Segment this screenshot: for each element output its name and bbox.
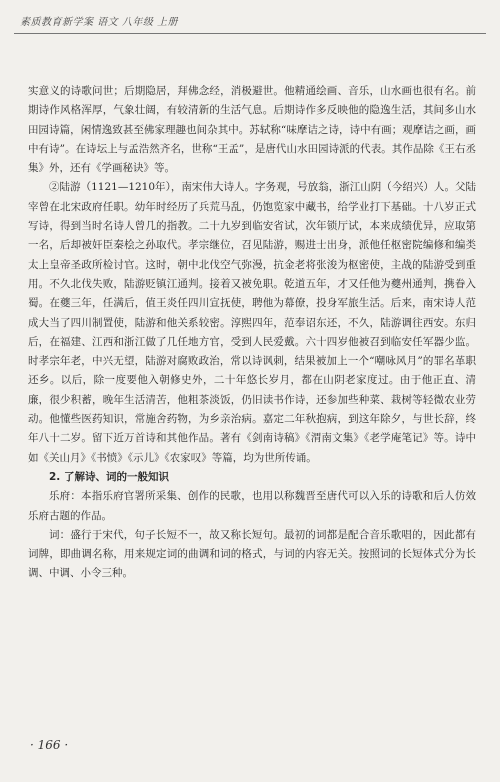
yuefu-definition-paragraph: 乐府：本指乐府官署所采集、创作的民歌，也用以称魏晋至唐代可以入乐的诗歌和后人仿效乐府古题的作品。	[28, 490, 476, 522]
section-heading: 2. 了解诗、词的一般知识	[49, 470, 169, 483]
page-number: · 166 ·	[30, 738, 69, 752]
lu-you-bio-paragraph: ②陆游（1121—1210年），南宋伟大诗人。字务观，号放翁，浙江山阴（今绍兴）人。父陆宰曾在北宋政府任职。幼年时经历了兵荒马乱，仍饱览家中藏书，给学业打下基础。十八岁正式写诗，得到当时名诗人曾几的指教。二十九岁到临安省试，次年锁厅试，本来成绩优异，应取第一名，后却被奸臣秦桧之孙取代。孝宗继位，召见陆游，赐进士出身，派他任枢密院编修和编类太上皇帝圣政所检讨官。这时，朝中北伐空气弥漫，抗金老将张浚为枢密使，主战的陆游受到重用。不久北伐失败，陆游贬镇江通判。接着又被免职。乾道五年，才又任他为夔州通判，携眷入蜀。在夔三年，任满后，值王炎任四川宣抚使，聘他为幕僚，投身军旅生活。后来，南宋诗人范成大当了四川制置使，陆游和他关系较密。淳熙四年，范奉诏东还，不久，陆游调往西安。东归后，在福建、江西和浙江做了几任地方官，受到人民爱戴。六十四岁他被召到临安任军器少监。时孝宗年老，中兴无望，陆游对腐败政治，常以诗讽刺，结果被加上一个“嘲咏风月”的罪名革职还乡。以后，除一度要他入朝修史外，二十年悠长岁月，都在山阴老家度过。由于他正直、清廉，很少积蓄，晚年生活清苦，他粗茶淡饭，仍旧读书作诗，还参加些种菜、栽树等轻微农业劳动。他懂些医药知识，常施舍药物，为乡亲治病。嘉定二年秋抱病，到这年除夕，与世长辞，终年八十二岁。留下近万首诗和其他作品。著有《剑南诗稿》《渭南文集》《老学庵笔记》等。诗中如《关山月》《书愤》《示儿》《农家叹》等篇，均为世所传诵。	[28, 181, 476, 464]
header-rule	[14, 33, 486, 34]
ci-definition-paragraph: 词：盛行于宋代，句子长短不一，故又称长短句。最初的词都是配合音乐歌唱的，因此都有词牌，即曲调名称，用来规定词的曲调和词的格式，与词的内容无关。按照词的长短体式分为长调、中调、小令三种。	[28, 528, 476, 580]
wang-wei-bio-continuation: 实意义的诗歌问世；后期隐居，拜佛念经，消极避世。他精通绘画、音乐，山水画也很有名。前期诗作风格浑厚，气象壮阔，有较清新的生活气息。后期诗作多反映他的隐逸生活，其间多山水田园诗篇，闲情逸致甚至佛家理趣也间杂其中。苏轼称“味摩诘之诗，诗中有画；观摩诘之画，画中有诗”。在诗坛上与孟浩然齐名，世称“王孟”，是唐代山水田园诗派的代表。其作品除《王右丞集》外，还有《学画秘诀》等。	[28, 85, 476, 175]
header-title: 素质教育新学案 语文 八年级 上册	[20, 17, 179, 28]
page-body	[28, 82, 476, 584]
